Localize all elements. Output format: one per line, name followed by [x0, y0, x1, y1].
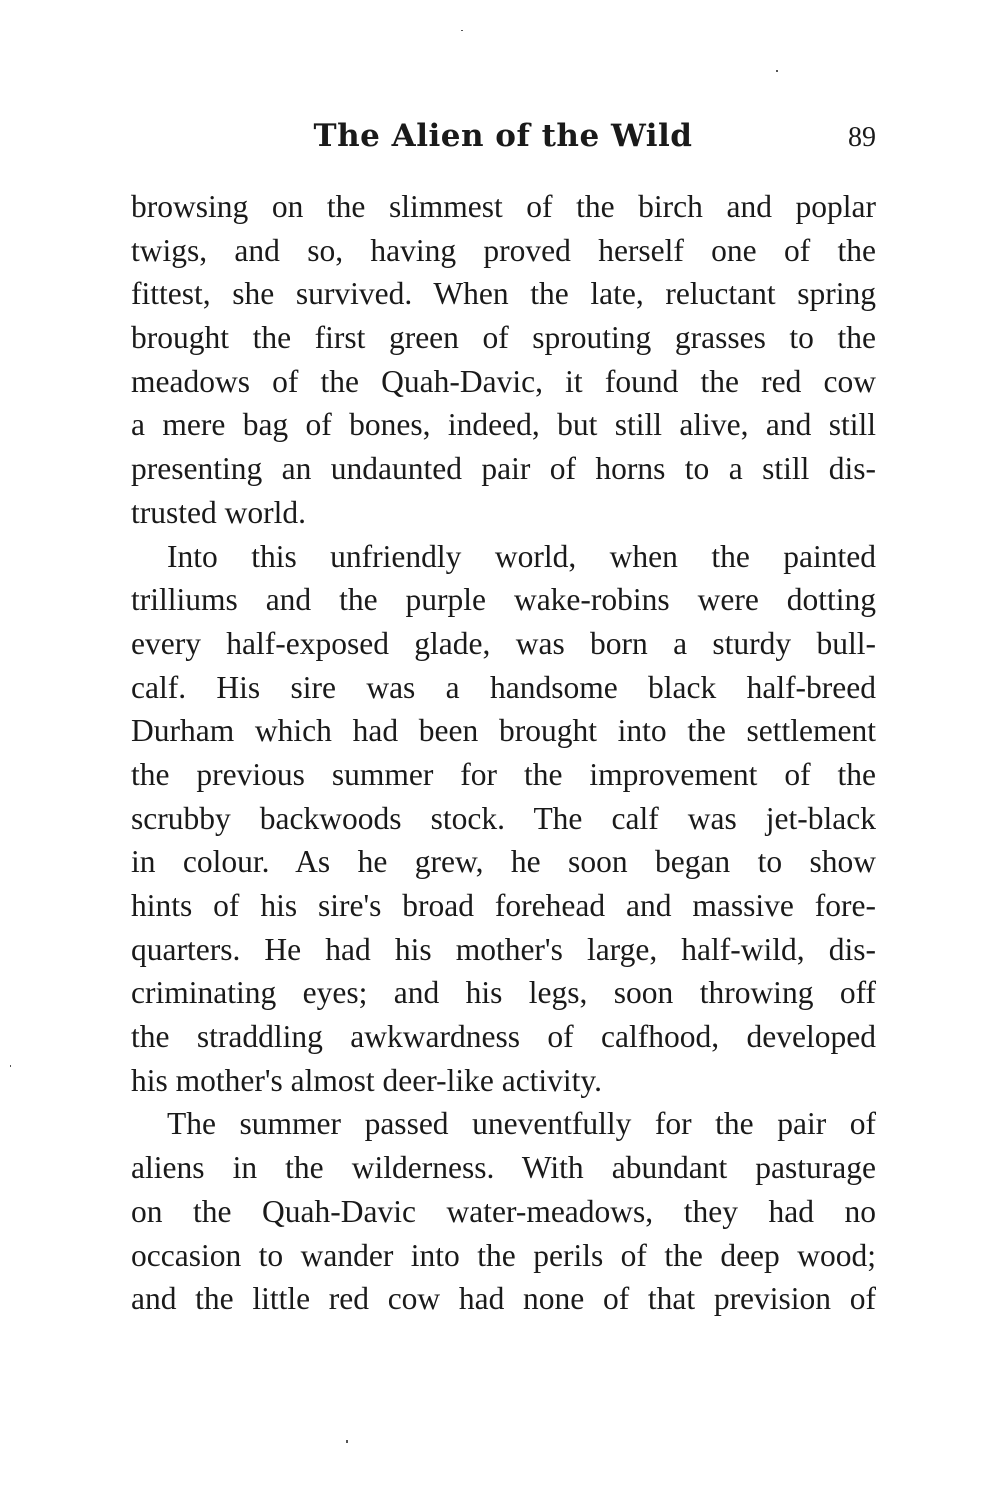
text-line: The summer passed uneventfully for the pair of [167, 1106, 876, 1142]
text-line: Durham which had been brought into the settlement [131, 713, 876, 749]
print-speck [346, 1440, 348, 1443]
text-line: every half-exposed glade, was born a sturdy bull- [131, 625, 876, 661]
text-line: the previous summer for the improvement of the [131, 756, 876, 792]
running-title: The Alien of the Wild [313, 118, 693, 154]
text-line: on the Quah-Davic water-meadows, they had no [131, 1193, 876, 1229]
text-line: in colour. As he grew, he soon began to show [131, 844, 876, 880]
text-line: and the little red cow had none of that prevision of [131, 1281, 876, 1317]
text-line: hints of his sire's broad forehead and massive fore- [131, 888, 876, 923]
text-line: criminating eyes; and his legs, soon throwing off [131, 975, 876, 1011]
text-line: a mere bag of bones, indeed, but still alive, and still [131, 407, 876, 443]
text-line: the straddling awkwardness of calfhood, developed [131, 1019, 876, 1055]
text-line: trilliums and the purple wake-robins were dotting [131, 582, 876, 618]
text-line: meadows of the Quah-Davic, it found the red cow [131, 363, 876, 399]
print-speck [10, 1065, 11, 1067]
text-line: brought the first green of sprouting grasses to the [131, 320, 876, 356]
text-line: trusted world. [131, 494, 306, 530]
print-speck [461, 30, 463, 31]
text-line: aliens in the wilderness. With abundant pasturage [131, 1150, 876, 1186]
text-line: quarters. He had his mother's large, half-wild, dis- [131, 931, 876, 967]
text-line: calf. His sire was a handsome black half-breed [131, 669, 876, 705]
text-line: presenting an undaunted pair of horns to a still dis- [131, 451, 876, 487]
print-speck [776, 70, 778, 72]
running-head [130, 118, 876, 162]
page-number: 89 [848, 122, 876, 153]
text-line: Into this unfriendly world, when the painted [167, 538, 876, 574]
text-line: fittest, she survived. When the late, reluctant spring [131, 276, 876, 312]
text-line: browsing on the slimmest of the birch and poplar [131, 189, 876, 224]
text-line: his mother's almost deer-like activity. [131, 1062, 603, 1098]
body-text [131, 185, 876, 1321]
text-line: twigs, and so, having proved herself one of the [131, 232, 876, 268]
text-line: occasion to wander into the perils of the deep wood; [131, 1237, 876, 1273]
text-line: scrubby backwoods stock. The calf was jet-black [131, 800, 876, 836]
